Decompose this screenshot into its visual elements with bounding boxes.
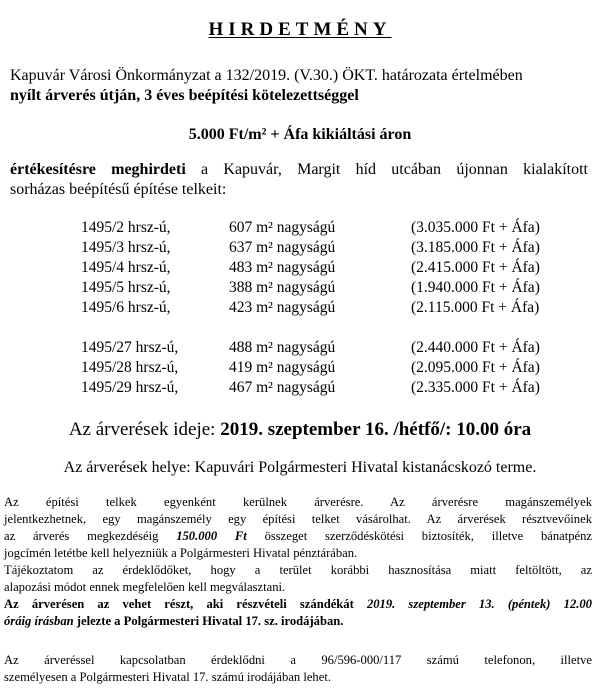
lot-price: (3.185.000 Ft + Áfa) — [411, 239, 540, 256]
lot-price: (2.335.000 Ft + Áfa) — [411, 379, 540, 396]
details-line — [4, 613, 592, 630]
details-line: jogcímén letétbe kell helyezniük a Polgármesteri Hivatal pénztárában. — [4, 546, 358, 560]
lot-size: 483 m² nagyságú — [229, 259, 336, 276]
details-line — [4, 528, 592, 545]
lot-hrsz: 1495/6 hrsz-ú, — [81, 299, 171, 316]
auction-place: Az árverések helye: Kapuvári Polgármesteri Hivatal kistanácskozó terme. — [63, 459, 537, 476]
lot-size: 419 m² nagyságú — [229, 359, 336, 376]
intro-line-2: nyílt árverés útján, 3 éves beépítési kötelezettséggel — [10, 87, 359, 104]
lot-hrsz: 1495/3 hrsz-ú, — [81, 239, 171, 256]
lot-size: 488 m² nagyságú — [229, 339, 336, 356]
details-line — [4, 596, 592, 613]
deposit-amount: 150.000 Ft — [176, 529, 247, 543]
details-line: Az építési telkek egyenként kerülnek árverésre. Az árverésre magánszemélyek — [4, 495, 592, 509]
lot-price: (2.095.000 Ft + Áfa) — [411, 359, 540, 376]
details-text: összeget szerződéskötési biztosíték, illetve bánatpénz — [246, 529, 592, 543]
lot-hrsz: 1495/29 hrsz-ú, — [81, 379, 179, 396]
offer-bold: értékesítésre meghirdeti — [10, 161, 186, 178]
lot-hrsz: 1495/2 hrsz-ú, — [81, 219, 171, 236]
offer-line-2: sorházas beépítésű építése telkeit: — [10, 181, 227, 198]
page-title: HIRDETMÉNY — [208, 19, 392, 40]
lot-size: 467 m² nagyságú — [229, 379, 336, 396]
details-text: Az árverésen az vehet részt, aki részvételi szándékát — [4, 597, 367, 611]
lot-hrsz: 1495/4 hrsz-ú, — [81, 259, 171, 276]
contact-line: Az árveréssel kapcsolatban érdeklődni a 96/596-000/117 számú telefonon, illetve — [4, 653, 592, 667]
contact-paragraph — [4, 652, 592, 686]
intro-line-1: Kapuvár Városi Önkormányzat a 132/2019. (V.30.) ÖKT. határozata értelmében — [10, 67, 523, 84]
lot-price: (1.940.000 Ft + Áfa) — [411, 279, 540, 296]
lot-size: 423 m² nagyságú — [229, 299, 336, 316]
lot-hrsz: 1495/28 hrsz-ú, — [81, 359, 179, 376]
lot-price: (2.415.000 Ft + Áfa) — [411, 259, 540, 276]
lot-hrsz: 1495/27 hrsz-ú, — [81, 339, 179, 356]
offer-rest: a Kapuvár, Margit híd utcában újonnan kialakított — [185, 161, 588, 178]
auction-time-label: Az árverések ideje: — [68, 419, 221, 440]
details-line: Tájékoztatom az érdeklődőket, hogy a terület korábbi hasznosítása miatt feltöltött, az — [4, 563, 592, 577]
auction-time-value: 2019. szeptember 16. /hétfő/: 10.00 óra — [220, 419, 532, 440]
details-line: jelentkezhetnek, egy magánszemély egy építési telket vásárolhat. Az árverések résztvevőinek — [4, 512, 592, 526]
auction-time — [0, 419, 600, 441]
lot-price: (2.440.000 Ft + Áfa) — [411, 339, 540, 356]
details-text: az árverés megkezdéséig — [4, 529, 177, 543]
contact-line: személyesen a Polgármesteri Hivatal 17. számú irodájában lehet. — [4, 670, 331, 684]
lot-size: 607 m² nagyságú — [229, 219, 336, 236]
deadline-date: 2019. szeptember 13. (péntek) 12.00 — [366, 597, 592, 611]
lot-price: (2.115.000 Ft + Áfa) — [411, 299, 540, 316]
lot-size: 388 m² nagyságú — [229, 279, 336, 296]
details-text: jelezte a Polgármesteri Hivatal 17. sz. irodájában. — [73, 614, 344, 628]
offer-line-1 — [10, 160, 588, 180]
details-paragraph — [4, 494, 592, 630]
details-line: alapozási módot ennek megfelelően kell megválasztani. — [4, 580, 286, 594]
lot-hrsz: 1495/5 hrsz-ú, — [81, 279, 171, 296]
starting-price: 5.000 Ft/m² + Áfa kikiáltási áron — [188, 126, 412, 143]
lot-price: (3.035.000 Ft + Áfa) — [411, 219, 540, 236]
lot-size: 637 m² nagyságú — [229, 239, 336, 256]
deadline-time: óráig írásban — [4, 614, 74, 628]
